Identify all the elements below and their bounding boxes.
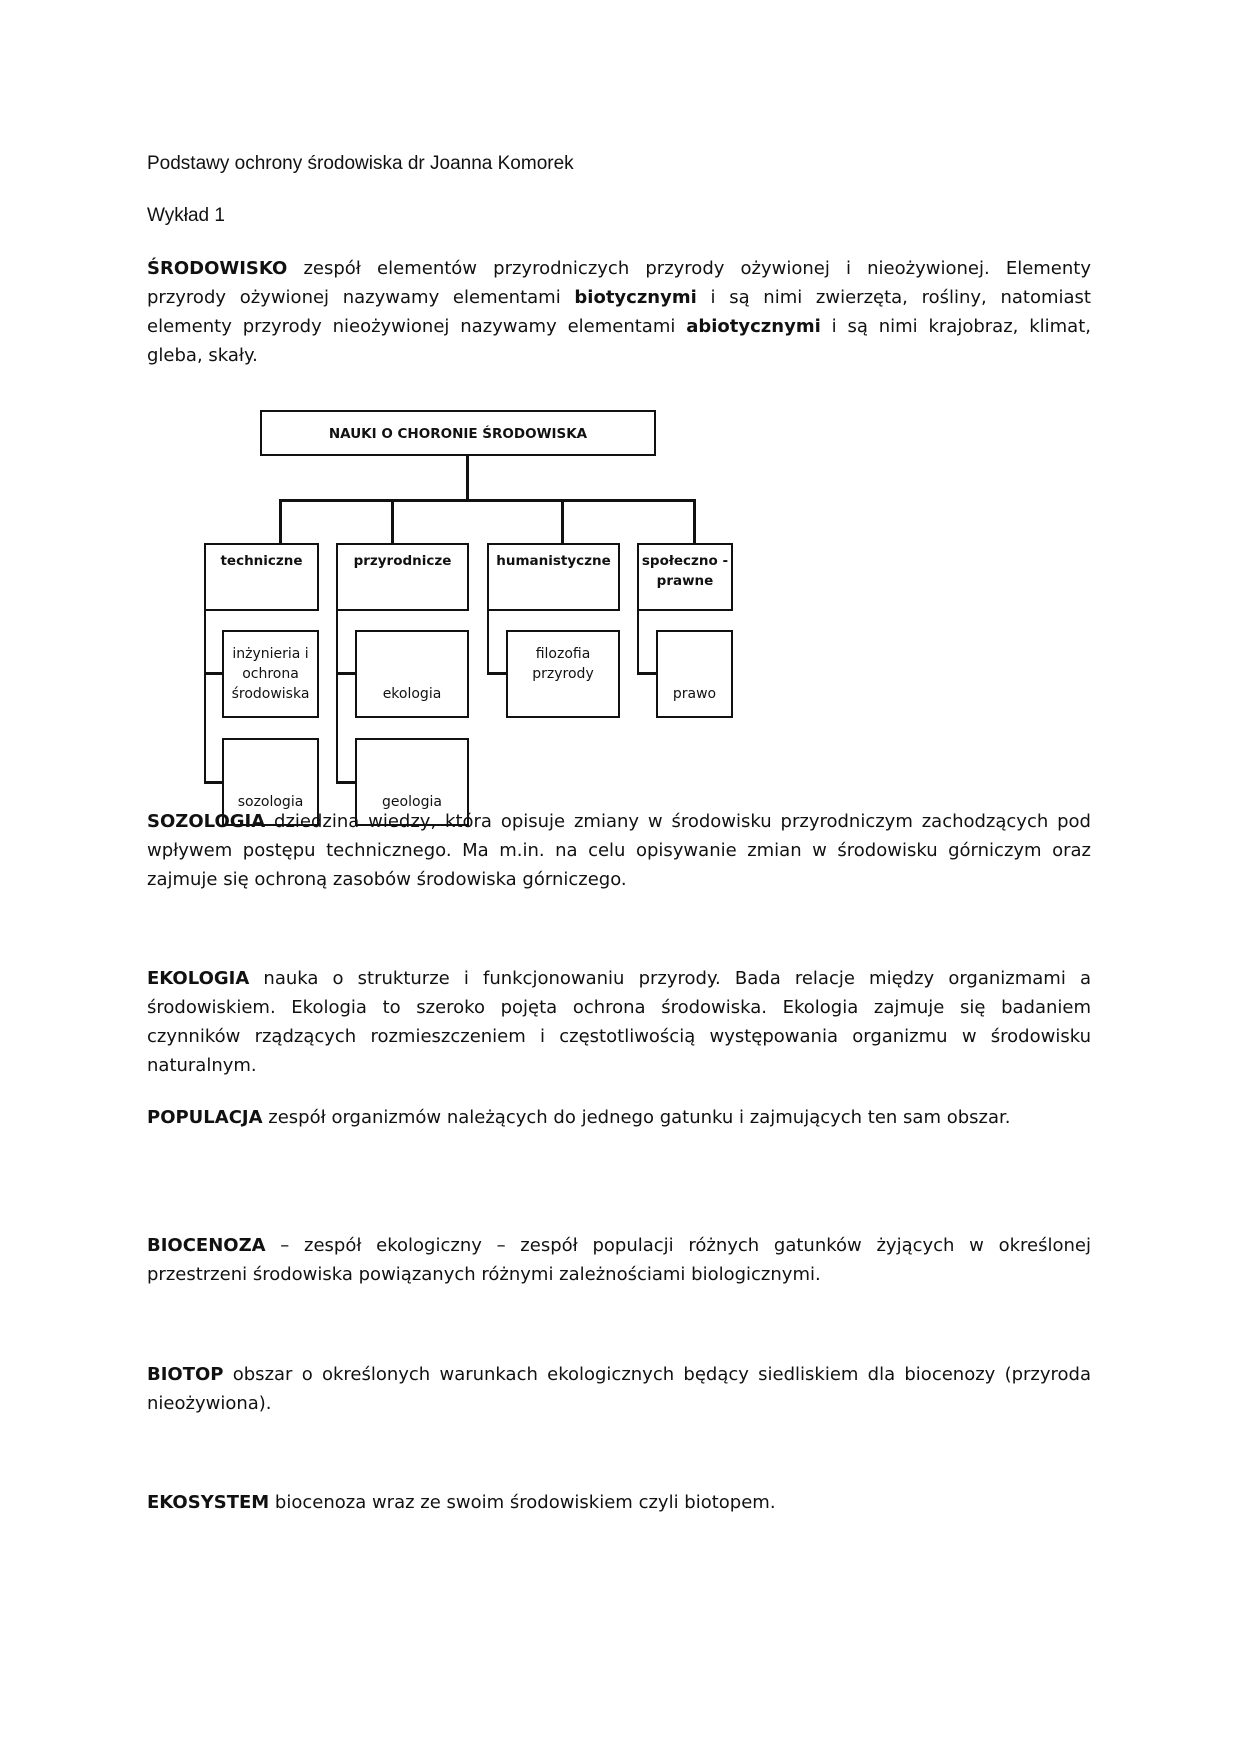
diagram-root: NAUKI O CHORONIE ŚRODOWISKA: [260, 410, 656, 456]
term: SOZOLOGIA: [147, 811, 266, 832]
paragraph-sozologia: [147, 807, 1091, 894]
node-filozofia: filozofia przyrody: [506, 630, 620, 718]
text: zespół elementów przyrodniczych przyrody ożywionej i nieożywionej. Elementy przyrody ożywionej nazywamy elementami: [147, 258, 1091, 308]
term: BIOCENOZA: [147, 1235, 266, 1256]
term: EKOLOGIA: [147, 968, 250, 989]
text: zespół organizmów należących do jednego gatunku i zajmujących ten sam obszar.: [262, 1107, 1011, 1128]
connector: [279, 499, 282, 544]
term-abiotic: abiotycznymi: [686, 316, 821, 337]
text: i są nimi krajobraz, klimat, gleba, skały.: [147, 316, 1091, 366]
category-techniczne: techniczne: [204, 543, 319, 611]
term: POPULACJA: [147, 1107, 263, 1128]
connector: [279, 499, 696, 502]
category-przyrodnicze: przyrodnicze: [336, 543, 469, 611]
connector: [561, 499, 564, 544]
connector: [204, 781, 222, 784]
term: BIOTOP: [147, 1364, 224, 1385]
text: i są nimi zwierzęta, rośliny, natomiast elementy przyrody nieożywionej nazywamy elementami: [147, 287, 1091, 337]
node-sozologia: sozologia: [222, 738, 319, 826]
connector: [391, 499, 394, 544]
term: ŚRODOWISKO: [147, 258, 288, 279]
term-biotic: biotycznymi: [574, 287, 697, 308]
paragraph-populacja: [147, 1103, 1091, 1132]
document-header: Podstawy ochrony środowiska dr Joanna Komorek: [147, 153, 574, 174]
text: nauka o strukturze i funkcjonowaniu przyrody. Bada relacje między organizmami a środowiskiem. Ekologia to szeroko pojęta ochrona środowiska. Ekologia zajmuje się badaniem czynników rządzących rozmieszczeniem i częstotliwością występowania organizmu w środowisku naturalnym.: [147, 968, 1091, 1076]
connector: [204, 610, 206, 783]
text: biocenoza wraz ze swoim środowiskiem czyli biotopem.: [269, 1492, 776, 1513]
paragraph-ekologia: [147, 964, 1091, 1080]
term: EKOSYSTEM: [147, 1492, 270, 1513]
connector: [336, 610, 338, 783]
connector: [487, 610, 489, 675]
connector: [693, 499, 696, 544]
node-prawo: prawo: [656, 630, 733, 718]
connector: [336, 672, 355, 675]
connector: [487, 672, 506, 675]
node-ekologia: ekologia: [355, 630, 469, 718]
paragraph-biotop: [147, 1360, 1091, 1418]
paragraph-biocenoza: [147, 1231, 1091, 1289]
lecture-label: Wykład 1: [147, 205, 225, 226]
connector: [637, 672, 656, 675]
connector: [466, 456, 469, 501]
text: dziedzina wiedzy, która opisuje zmiany w środowisku przyrodniczym zachodzących pod wpływem postępu technicznego. Ma m.in. na celu opisywanie zmian w środowisku górniczym oraz zajmuje się ochroną zasobów środowiska górniczego.: [147, 811, 1091, 890]
connector: [204, 672, 222, 675]
connector: [336, 781, 355, 784]
category-humanistyczne: humanistyczne: [487, 543, 620, 611]
category-spoleczno-prawne: społeczno -prawne: [637, 543, 733, 611]
connector: [637, 610, 639, 675]
text: obszar o określonych warunkach ekologicznych będący siedliskiem dla biocenozy (przyroda nieożywiona).: [147, 1364, 1091, 1414]
paragraph-ekosystem: [147, 1488, 1091, 1517]
paragraph-srodowisko: [147, 254, 1091, 370]
text: – zespół ekologiczny – zespół populacji różnych gatunków żyjących w określonej przestrzeni środowiska powiązanych różnymi zależnościami biologicznymi.: [147, 1235, 1091, 1285]
node-geologia: geologia: [355, 738, 469, 826]
node-inzynieria: inżynieria i ochrona środowiska: [222, 630, 319, 718]
